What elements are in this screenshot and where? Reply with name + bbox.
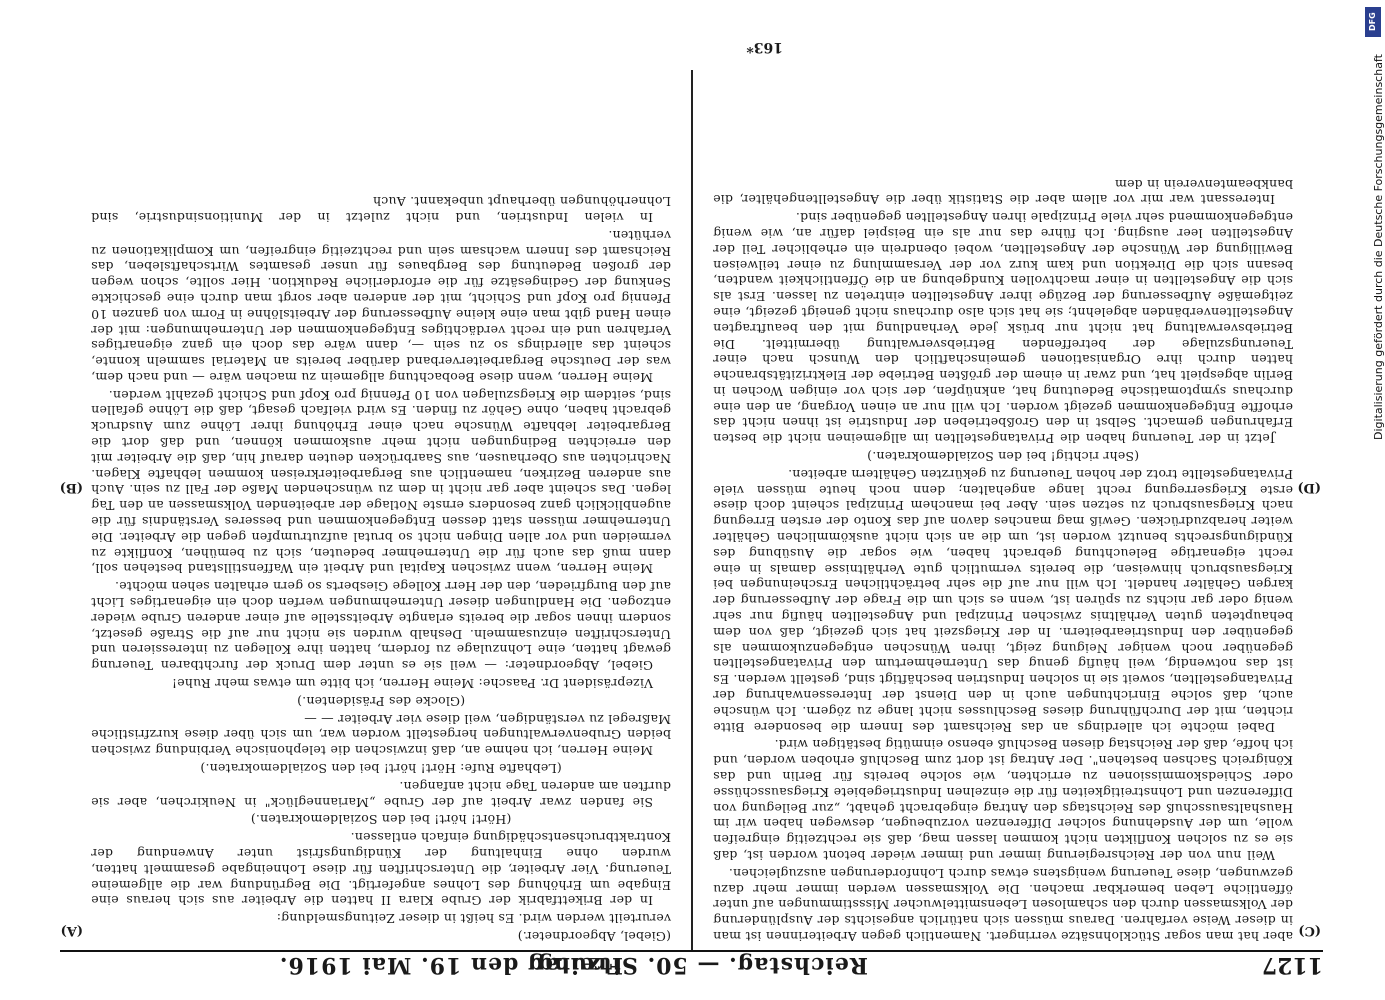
paragraph: Meine Herren, wenn diese Beobachtung allgemein zu machen wäre — und nach dem, was der Deutsche Bergarbeiterverband darüber bereits an Material sammeln konnte, scheint das allerdings so zu sein —, dann wäre das doch ein ganz eigenartiges Verfahren und ein recht verdächtiges Entgegenkommen der Unternehmungen: mit der einen Hand gibt man eine kleine Aufbesserung der Arbeitslöhne in Form von ganzen 10 Pfennig pro Kopf und Schicht, mit der anderen aber sorgt man durch eine geschickte Senkung der Gedingesätze für die erforderliche Reduktion. Hier sollte, schon wegen der großen Bedeutung des Bergbaues für unser gesamtes Wirtschaftsleben, das Reichsamt des Innern wachsam sein und rechtzeitig eingreifen, um Komplikationen zu verhüten. [91, 227, 671, 385]
margin-marker-c: (C) [1298, 923, 1321, 938]
column-left-page [91, 84, 671, 944]
paragraph: Vizepräsident Dr. Paasche: Meine Herren, ich bitte um etwas mehr Ruhe! [171, 676, 653, 692]
paragraph: (Lebhafte Rufe: Hört! hört! bei den Sozialdemokraten.) [200, 761, 562, 777]
page-header [60, 950, 1323, 982]
paragraph: aber hat man sogar Stücklohnsätze verringert. Namentlich gegen Arbeiterinnen ist man in dieser Weise verfahren. Daraus müssen sich natürlich angesichts der Ausplünderung der Volksmassen durch den schamlosen Lebensmittelwucher Missstimmungen auf unter öffentliche Leben bemerkbar machen. Die Volksmassen werden immer mehr dazu gezwungen, diese Teuerung wenigstens etwas durch Lohnforderungen auszugleichen. [713, 865, 1293, 944]
column-right-page [713, 84, 1293, 944]
session-title: Reichstag. — 50. Sitzung. [527, 952, 868, 978]
paragraph: (Sehr richtig! bei den Sozialdemokraten.) [866, 449, 1140, 465]
paragraph: Meine Herren, wenn zwischen Kapital und Arbeit ein Waffenstillstand bestehen soll, dann muß das auch für die Unternehmer bedeuten, sich zu bemühen, Konflikte zu vermeiden und vor allen Dingen nicht so brutal aufzutrumpfen gegen die Arbeiter. Die Unternehmer müssen statt dessen Entgegenkommen und besseres Verständnis für die augenblicklich ganz besonders ernste Notlage der arbeitenden Volksmassen an den Tag legen. Das scheint aber gar nicht in dem zu wünschenden Maße der Fall zu sein. Auch aus anderen Bezirken, namentlich aus Bergarbeiterkreisen kommen lebhafte Klagen. Nachrichten aus Oberhausen, aus Saarbrücken deuten darauf hin, daß die Arbeiter mit den erreichten Bedingungen nicht mehr auskommen können, und daß dort die Bergarbeiter lebhafte Wünsche nach einer Erhöhung ihrer Löhne zum Ausdruck gebracht haben, ohne Gehör zu finden. Es wird vielfach gesagt, daß die Löhne gefallen sind, seitdem die Kriegszulagen von 10 Pfennig pro Kopf und Schicht gezahlt werden. [91, 387, 671, 577]
credit-text: Digitalisierung gefördert durch die Deutsche Forschungsgemeinschaft [1372, 54, 1385, 440]
dfg-logo: DFG [1365, 7, 1381, 37]
paragraph: Jetzt in der Teuerung haben die Privatangestellten im allgemeinen nicht die besten Erfahrungen gemacht. Selbst in den Großbetrieben der Industrie ist ihnen nicht das erhoffte Entgegenkommen gezeigt worden. Ich will nur an einen Vorgang, an den eine durchaus symptomatische Bedeutung hat, anknüpfen, der sich vor einigen Wochen in Berlin abgespielt hat, und zwar in einem der größten Betriebe der Elektrizitätsbranche hatten durch ihre Organisationen gemeinschaftlich den Wunsch nach einer Teuerungszulage der betreffenden Betriebsverwaltung übermittelt. Die Betriebsverwaltung hat nicht nur brüsk jede Verhandlung mit den beauftragten Angestelltenverbänden abgelehnt; sie hat sich also durchaus nicht geneigt gezeigt, eine zeitgemäße Aufbesserung der Bezüge ihrer Angestellten eintreten zu lassen. Erst als sich die Angestellten in einer machtvollen Kundgebung an die Öffentlichkeit wandten, besann sich die Direktion und kam kurz vor der Versammlung zu einer teilweisen Bewilligung der Wünsche der Angestellten, wobei obendrein ein erheblicher Teil der Angestellten leer ausging. Ich führe das nur als ein Beispiel dafür an, wie wenig entgegenkommend sehr viele Prinzipale ihren Angestellten gegenüber sind. [713, 210, 1293, 447]
paragraph: Giebel, Abgeordneter: — weil sie es unter dem Druck der furchtbaren Teuerung gewagt hatten, eine Lohnzulage zu fordern, hatten ihre Kollegen zu interessieren und Unterschriften einzusammeln. Deshalb wurden sie nicht nur auf die Straße gesetzt, sondern ihnen sogar die bereits erlangte Arbeitsstelle auf einer anderen Grube wieder entzogen. Die Handlungen dieser Unternehmungen werfen doch ein eigenartiges Licht auf den Burgfrieden, den der Herr Kollege Giesberts so gern erhalten sehen möchte. [91, 579, 671, 674]
margin-marker-a: (A) [60, 923, 83, 938]
margin-marker-b: (B) [59, 480, 83, 495]
paragraph: (Giebel, Abgeordneter.) [517, 929, 671, 944]
margin-marker-d: (D) [1297, 480, 1321, 495]
page-number: 1127 [1261, 952, 1323, 978]
paragraph: Interessant war mir vor allem aber die Statistik über die Angestelltengehälter, die bankbeamtenverein in dem [713, 176, 1293, 208]
paragraph: Dabei möchte ich allerdings an das Reichsamt des Innern die besondere Bitte richten, mit der Durchführung dieses Beschlusses nicht lange zu zögern. Ich wünsche auch, daß solche Einrichtungen auch in den Dienst der Interessenwahrung der Privatangestellten, soweit sie in solchen Industrien beschäftigt sind, gestellt werden. Es ist das notwendig, weil häufig genug das Unternehmertum den Privatangestellten gegenüber noch weniger Neigung zeigt, ihren Wünschen entgegenzukommen als gegenüber den Industriearbeitern. In der Kriegszeit hat sich gezeigt, daß von dem behaupteten guten Verhältnis zwischen Prinzipal und Angestellten häufig nur sehr wenig oder gar nichts zu spüren ist, wenn es sich um die Frage der Aufbesserung der kargen Gehälter handelt. Ich will nur auf die sehr beträchtlichen Erscheinungen bei Kriegsausbruch hinweisen, die bereits vermutlich gute Verhältnisse damals in eine recht eigenartige Beleuchtung gebracht haben, wie sogar die Ausübung des Kündigungsrechts benutzt worden ist, um die an sich nicht auskömmlichen Gehälter weiter herabzudrücken. Gewiß mag manches davon auf das Konto der ersten Erregung nach Kriegsausbruch zu setzen sein. Aber bei manchem Prinzipal scheint doch diese erste Kriegserregung recht lange angehalten; denn noch heute müssen viele Privatangestellte trotz der hohen Teuerung zu gekürzten Gehältern arbeiten. [713, 466, 1293, 735]
digitization-credit [1361, 0, 1383, 1000]
paragraph: In der Brikettfabrik der Grube Klara II hatten die Arbeiter aus sich heraus eine Eingabe um Erhöhung des Lohnes angefertigt. Die Begründung war die allgemeine Teuerung. Vier Arbeiter, die Unterschriften für diese Lohneingabe gesammelt hatten, wurden ohne Einhaltung der Kündigungsfrist unter Anwendung der Kontraktbruchsentschädigung einfach entlassen. [91, 830, 671, 909]
sheet-signature: 163* [746, 39, 783, 55]
paragraph: Sie fanden zwar Arbeit auf der Grube „Marianneglück" in Neukirchen, aber sie durften am anderen Tage nicht anfangen. [91, 778, 671, 810]
paragraph: In vielen Industrien, und nicht zuletzt in der Munitionsindustrie, sind Lohnerhöhungen überhaupt unbekannt. Auch [91, 194, 671, 225]
paragraph: (Hört! hört! bei den Sozialdemokraten.) [250, 812, 512, 828]
paragraph: Weil nun von der Reichsregierung immer und immer wieder betont worden ist, daß sie es zu solchen Konflikten nicht kommen lassen mag, daß sie rechtzeitig eingreifen wolle, um der Ausdehnung solcher Differenzen vorzubeugen, deswegen haben wir im Haushaltsausschuß des Reichstags den Antrag eingebracht gehabt, „zur Beilegung von Differenzen und Lohnstreitigkeiten für die einzelnen Industriegebiete Kriegsausschüsse oder Schiedskommissionen zu errichten, wie solche bereits für Berlin und das Königreich Sachsen bestehen". Der Antrag ist dort zum Beschluß erhoben worden, und ich hoffe, daß der Reichstag diesen Beschluß ebenso einmütig bestätigen wird. [713, 737, 1293, 864]
session-date: Freitag den 19. Mai 1916. [278, 952, 623, 978]
paragraph: (Glocke des Präsidenten.) [296, 693, 466, 709]
paragraph: verurteilt werden wird. Es heißt in dieser Zeitungsmeldung: [276, 911, 671, 927]
paragraph: Meine Herren, ich nehme an, daß inzwischen die telephonische Verbindung zwischen beiden Grubenverwaltungen hergestellt worden war, um sich über diese kurzfristliche Maßregel zu verständigen, weil diese vier Arbeiter — — [91, 711, 671, 759]
column-divider [691, 70, 693, 950]
